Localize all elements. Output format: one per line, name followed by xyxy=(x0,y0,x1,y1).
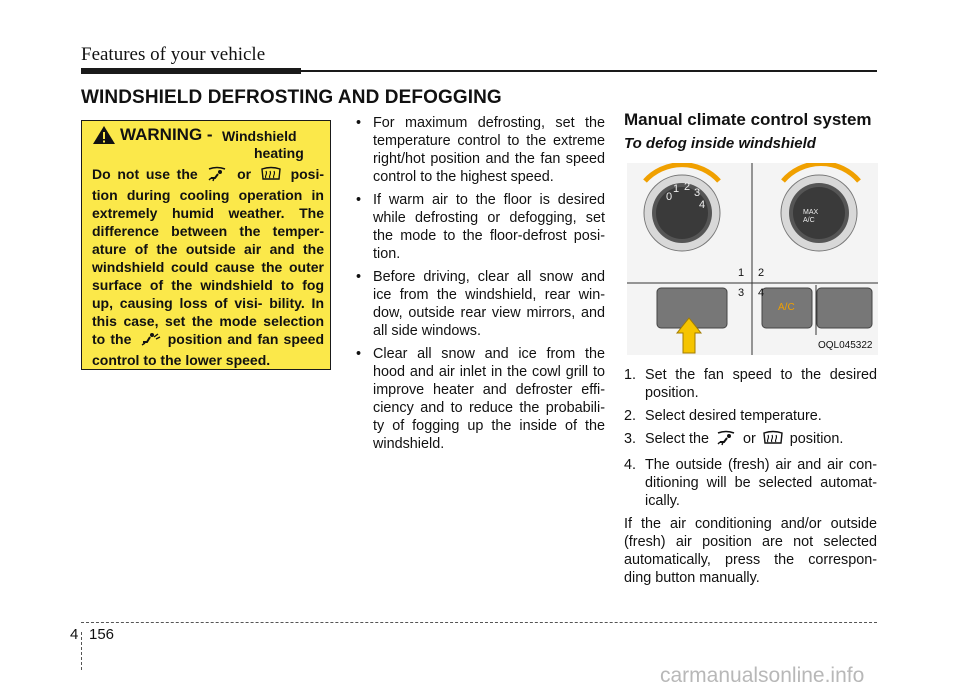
fan-tick-3: 3 xyxy=(694,187,701,199)
ac-button-label: A/C xyxy=(778,302,795,313)
knob-max-label: MAX xyxy=(803,209,819,216)
climate-figure xyxy=(627,163,878,355)
warning-triangle-icon xyxy=(92,125,116,150)
step-item xyxy=(624,456,877,510)
page-header-title: Features of your vehicle xyxy=(81,44,266,65)
footer-rule xyxy=(81,622,877,623)
defrost-floor-icon xyxy=(206,166,228,186)
step-number: 2. xyxy=(624,408,637,424)
fan-tick-4: 4 xyxy=(699,199,706,211)
bullet-text: Before driving, clear all snow and ice from the windshield, rear win- dow, outside rear view mirrors, and all side windows. xyxy=(373,269,605,339)
right-heading: Manual climate control system xyxy=(624,110,872,129)
step-item xyxy=(624,430,877,451)
bullet-item: • For maximum defrosting, set the temperature control to the extreme right/hot position and the fan speed control to the highest speed. xyxy=(356,115,605,185)
defrost-icon xyxy=(762,430,784,451)
header-bar xyxy=(81,68,301,74)
warning-or: or xyxy=(237,166,252,182)
figure-caption: OQL045322 xyxy=(818,340,873,351)
defrost-icon xyxy=(260,166,282,186)
warning-text-3: position and fan speed control to the lower speed. xyxy=(92,331,325,368)
bullet-item: • If warm air to the floor is desired while defrosting or defogging, set the mode to the floor-defrost posi- tion. xyxy=(356,192,605,262)
step-number: 4. xyxy=(624,457,637,473)
warning-word: WARNING - xyxy=(120,125,213,144)
step-number: 1. xyxy=(624,367,637,383)
knob-ac-label: A/C xyxy=(803,217,815,224)
step-number: 3. xyxy=(624,431,637,447)
panel-label-3: 3 xyxy=(738,287,745,299)
middle-column xyxy=(352,114,605,458)
fan-tick-2: 2 xyxy=(684,181,691,193)
warning-box xyxy=(81,120,331,370)
step-text: The outside (fresh) air and air con- ditioning will be selected automat- ically. xyxy=(645,457,877,509)
footer-chapter: 4 xyxy=(70,626,79,643)
bullet-item: • Before driving, clear all snow and ice from the windshield, rear win- dow, outside rear view mirrors, and all side windows. xyxy=(356,269,605,339)
watermark: carmanualsonline.info xyxy=(660,664,865,687)
step-text: Select desired temperature. xyxy=(645,408,822,424)
step-text-after: position. xyxy=(789,431,844,447)
footer-divider xyxy=(81,632,82,670)
panel-label-1: 1 xyxy=(738,267,745,279)
panel-label-2: 2 xyxy=(758,267,765,279)
section-title: WINDSHIELD DEFROSTING AND DEFOGGING xyxy=(81,87,502,108)
step-text: Set the fan speed to the desired position. xyxy=(645,367,877,401)
step-item xyxy=(624,407,877,425)
step-text: Select the xyxy=(645,431,709,447)
bullet-text: For maximum defrosting, set the temperature control to the extreme right/hot position and the fan speed control to the highest speed. xyxy=(373,115,605,185)
bullet-text: If warm air to the floor is desired while defrosting or defogging, set the mode to the floor-defrost posi- tion. xyxy=(373,192,605,262)
panel-label-4: 4 xyxy=(758,287,765,299)
step-item xyxy=(624,366,877,402)
warning-body xyxy=(92,165,324,369)
warning-subject: Windshield xyxy=(222,128,297,144)
warning-text-2: posi- tion during cooling operation in extremely humid weather. The difference between the temper- ature of the outside air and the windshield could cause the outer surface of the windshield to fog up, causing loss of visi- bility. In this case, set the mode selection to the xyxy=(92,166,325,347)
footer-page-number: 156 xyxy=(89,626,115,643)
climate-figure-illustration xyxy=(627,163,878,355)
defrost-floor-icon xyxy=(715,430,737,451)
step-or: or xyxy=(743,431,756,447)
header-rule xyxy=(301,70,877,72)
fan-tick-1: 1 xyxy=(673,183,680,195)
right-subheading: To defog inside windshield xyxy=(624,135,816,152)
right-column xyxy=(624,366,877,587)
warning-subject-2: heating xyxy=(254,145,304,161)
bullet-text: Clear all snow and ice from the hood and air inlet in the cowl grill to improve heater and defroster effi- ciency and to reduce the probabili- ty of fogging up the inside of the windshield. xyxy=(373,346,605,452)
warning-text-1: Do not use the xyxy=(92,166,198,182)
fan-tick-0: 0 xyxy=(666,191,673,203)
closing-paragraph: If the air conditioning and/or outside (fresh) air position are not selected automatically, press the correspon- ding button manually. xyxy=(624,516,877,586)
bullet-item: • Clear all snow and ice from the hood and air inlet in the cowl grill to improve heater and defroster effi- ciency and to reduce the probabili- ty of fogging up the inside of the windshield. xyxy=(356,346,605,452)
floor-vent-icon xyxy=(139,331,161,351)
